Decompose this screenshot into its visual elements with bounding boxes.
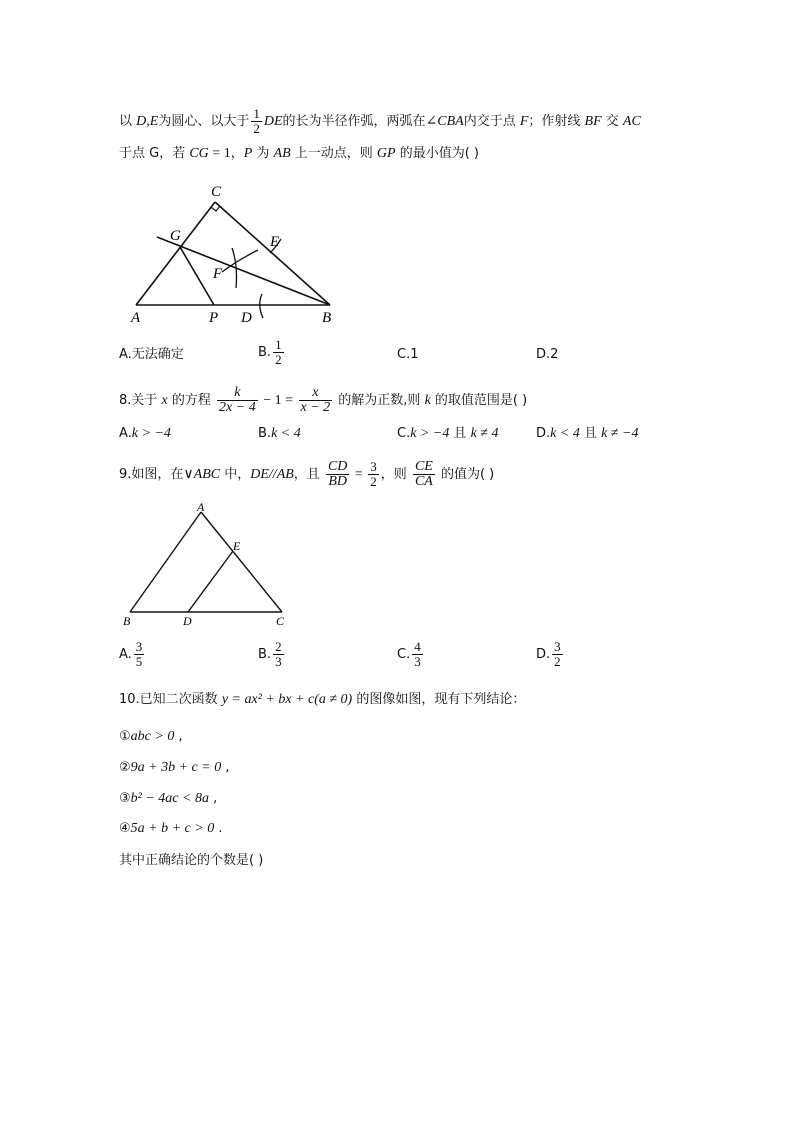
q9-option-a[interactable]: A. $\frac{3}{5}$ [119, 639, 143, 669]
q10-conclusion-2: ②9a + 3b + c = 0 , [119, 760, 230, 775]
q10-conclusion-3: ③b² − 4ac < 8a , [119, 791, 218, 806]
q9-option-c[interactable]: C. $\frac{4}{3}$ [397, 639, 421, 669]
q10-question: 其中正确结论的个数是( ) [119, 853, 264, 868]
label-B: B [123, 614, 131, 628]
q7-line2: 于点 G，若 CG = 1，P 为 AB 上一动点，则 GP 的最小值为( ) [119, 146, 480, 161]
q10-conclusion-1: ①abc > 0 , [119, 729, 183, 744]
q8-option-d[interactable]: D.k < 4 且 k ≠ −4 [536, 426, 639, 441]
label-C: C [211, 184, 222, 200]
q10-stem: 10.已知二次函数 y = ax² + bx + c(a ≠ 0) 的图像如图，现有下列结论： [119, 692, 526, 707]
q9-option-b[interactable]: B. $\frac{2}{3}$ [258, 639, 282, 669]
q7-option-c[interactable]: C.1 [397, 347, 419, 362]
label-A: A [197, 500, 205, 514]
label-E: E [233, 539, 241, 553]
fraction-half: $\frac{1}{2}$ [253, 106, 260, 136]
q8-option-a[interactable]: A.k > −4 [119, 426, 171, 441]
q8-stem: 8.关于 x 的方程 $\frac{k}{2x - 4}$ − 1 = $\frac{x}{x - 2}$ 的解为正数,则 k 的取值范围是( ) [119, 385, 528, 415]
q7-option-a[interactable]: A.无法确定 [119, 347, 184, 362]
q9-option-d[interactable]: D. $\frac{3}{2}$ [536, 639, 561, 669]
q10-conclusion-4: ④5a + b + c > 0 . [119, 821, 223, 836]
label-E: E [270, 234, 280, 250]
q9-triangle-figure [118, 496, 298, 631]
label-D: D [183, 614, 192, 628]
q8-option-b[interactable]: B.k < 4 [258, 426, 301, 441]
label-C: C [276, 614, 285, 628]
label-F: F [213, 266, 223, 282]
label-D: D [241, 310, 252, 326]
q8-option-c[interactable]: C.k > −4 且 k ≠ 4 [397, 426, 499, 441]
q7-line1: 以 D,E为圆心、以大于 $\frac{1}{2}$ DE的长为半径作弧，两弧在∠CBA内交于点 F；作射线 BF 交 AC [119, 106, 641, 136]
q9-stem: 9.如图，在∨ABC 中，DE//AB，且 $\frac{CD}{BD}$ = $\frac{3}{2}$ ，则 $\frac{CE}{CA}$ 的值为( ) [119, 459, 495, 489]
q7-triangle-figure [120, 180, 350, 330]
q7-option-b[interactable]: B. $\frac{1}{2}$ [258, 337, 282, 367]
label-G: G [170, 228, 181, 244]
label-P: P [209, 310, 219, 326]
q7-option-d[interactable]: D.2 [536, 347, 559, 362]
label-A: A [131, 310, 141, 326]
label-B: B [322, 310, 332, 326]
